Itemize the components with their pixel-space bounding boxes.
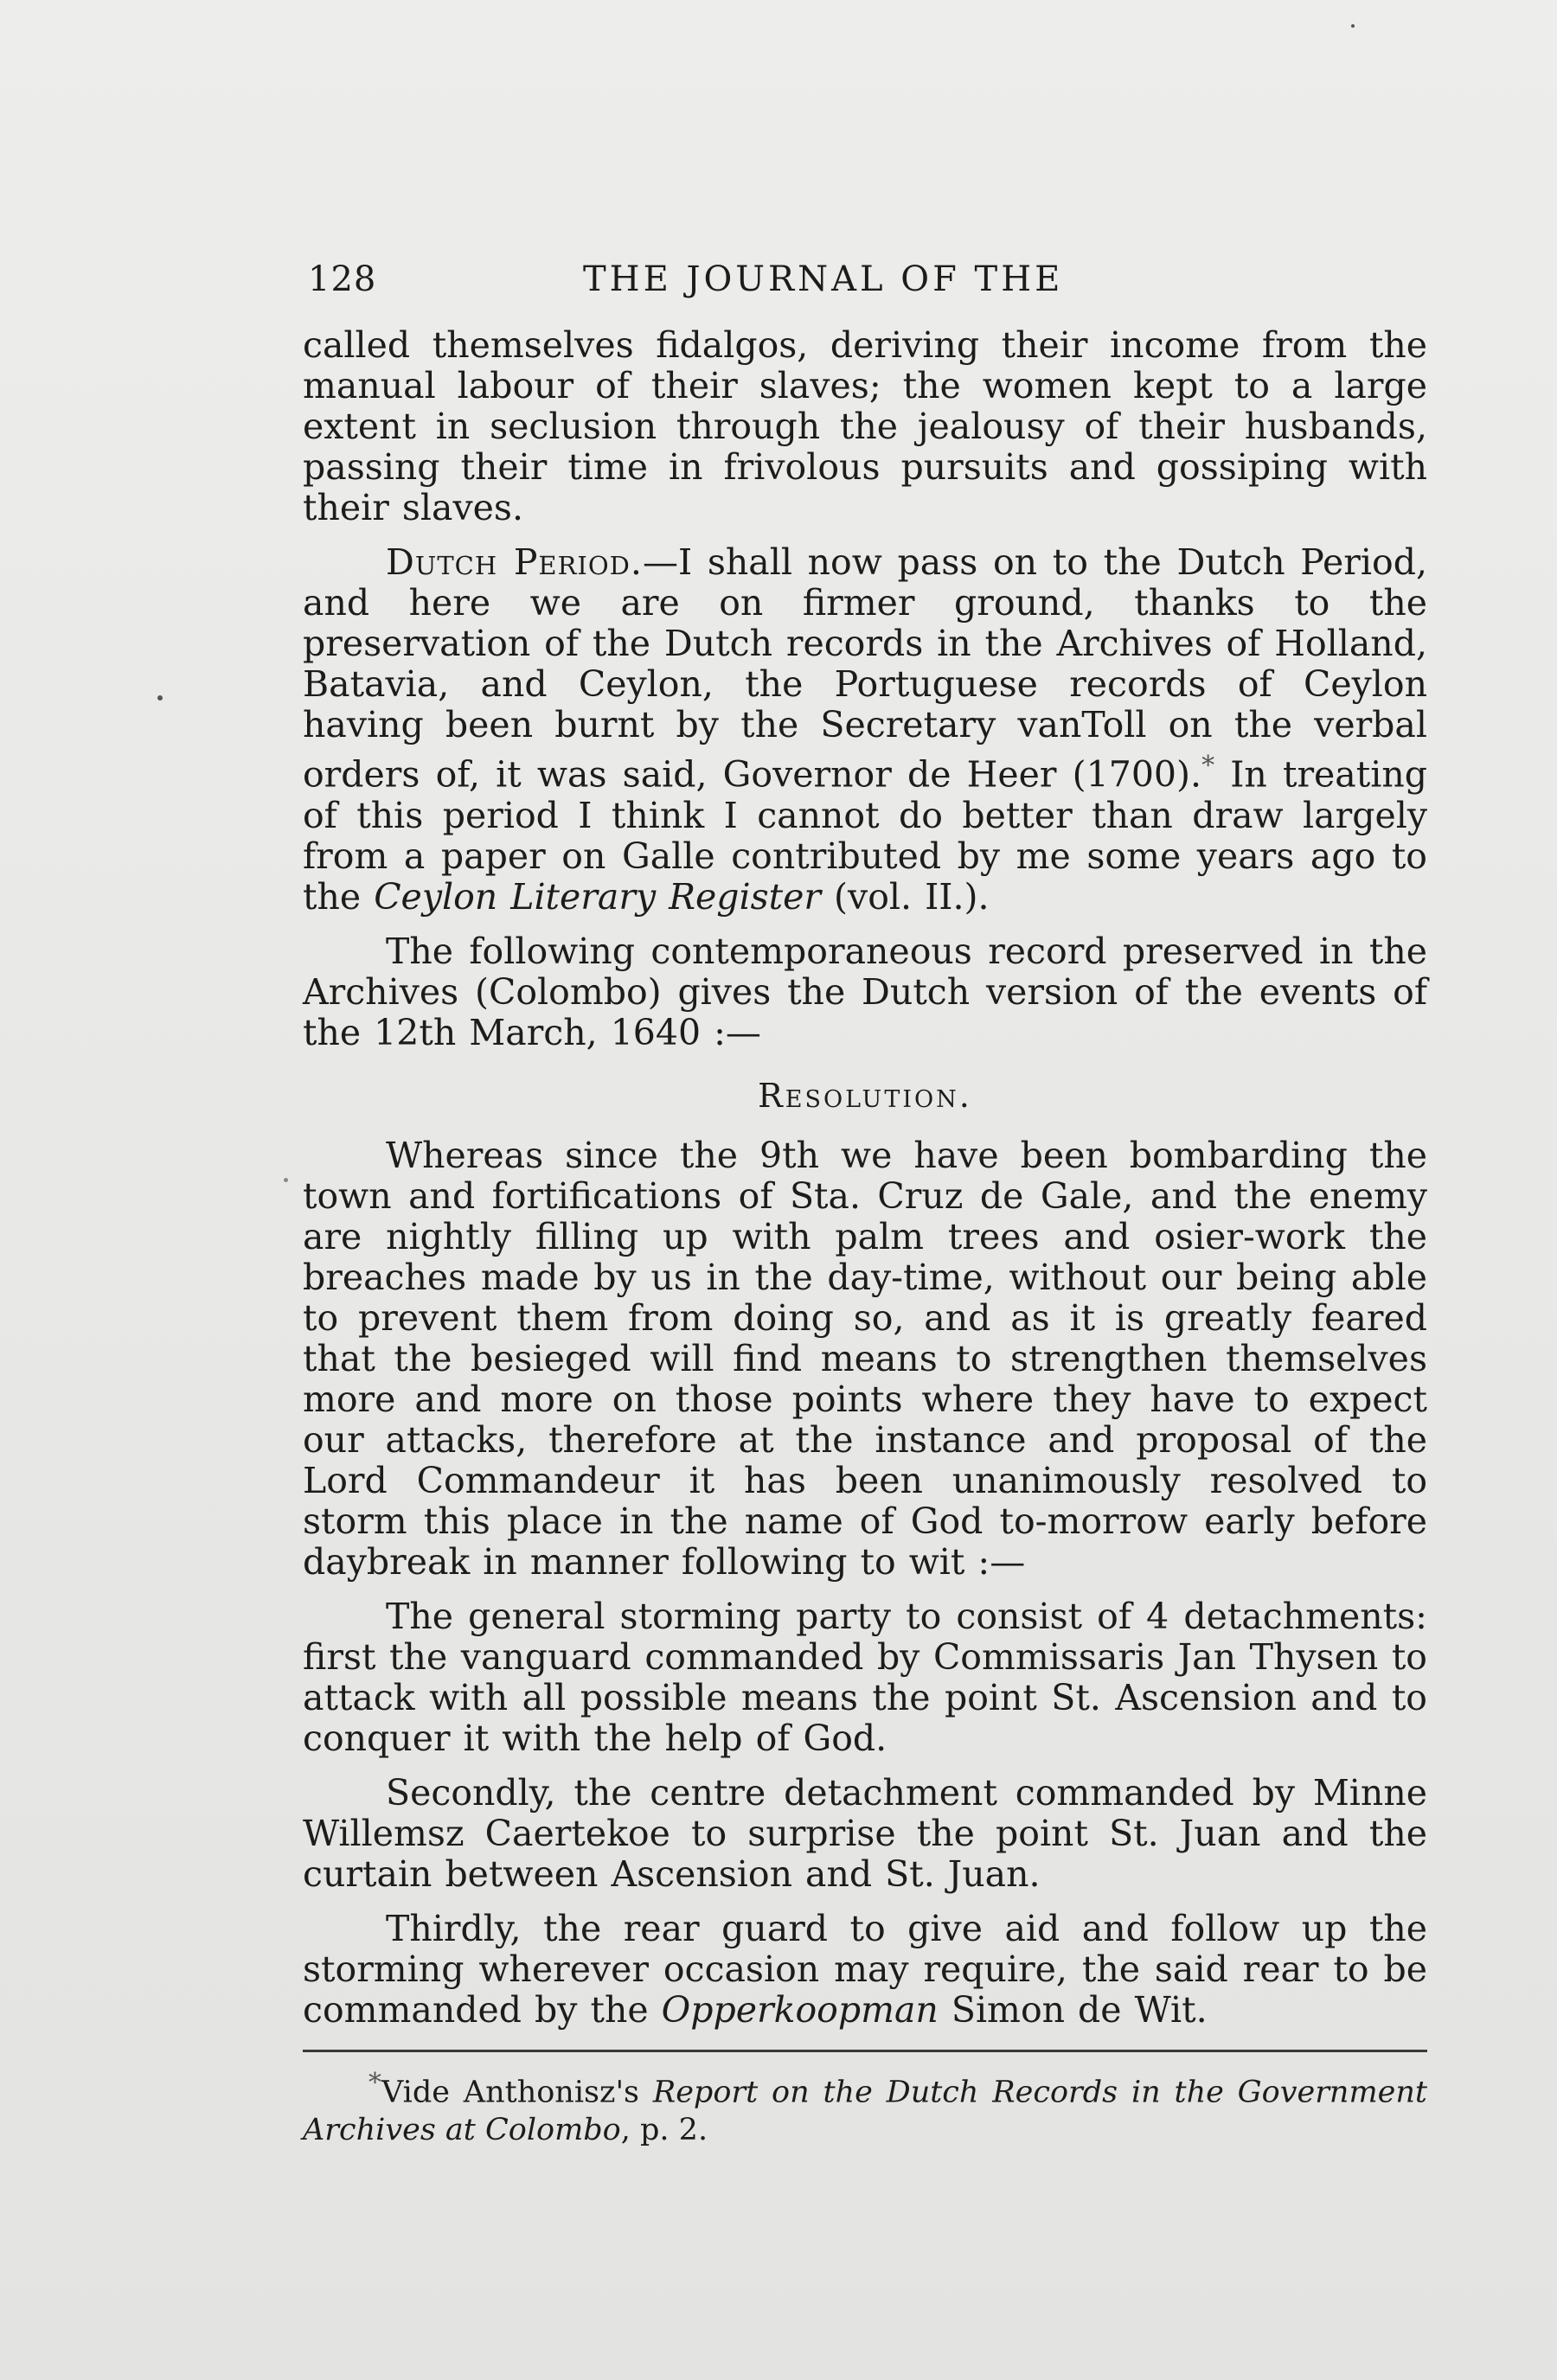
section-lead-dutch-period: Dutch Period. [386, 541, 643, 583]
paragraph-text: In treating of this period I think I cannot do better than draw largely from a paper on Galle contributed by me some years ago to the [303, 753, 1427, 918]
footnote-text: Vide Anthonisz's [381, 2075, 653, 2110]
ink-speck [157, 695, 163, 701]
footnote-marker: * [1201, 751, 1215, 781]
paragraph-text: Simon de Wit. [938, 1988, 1208, 2031]
page-number: 128 [308, 259, 377, 299]
footnote-italic-title: Report on the Dutch Records in the Government Archives at Colombo [303, 2075, 1427, 2148]
section-heading-resolution: Resolution. [758, 1076, 972, 1115]
paragraph-secondly: Secondly, the centre detachment commanded by Minne Willemsz Caertekoe to surprise the point St. Juan and the curtain between Ascension and St. Juan. [303, 1771, 1427, 1895]
italic-term-opperkoopman: Opperkoopman [661, 1988, 939, 2031]
italic-title-ceylon-literary-register: Ceylon Literary Register [374, 875, 822, 918]
paragraph-text: (vol. II.). [821, 875, 990, 918]
paragraph-thirdly [303, 1909, 1427, 2031]
footnote-text: , p. 2. [620, 2113, 708, 2148]
paragraph-fidalgos: called themselves fidalgos, deriving their income from the manual labour of their slaves; the women kept to a large extent in seclusion through the jealousy of their husbands, passing their time in frivolous pursuits and gossiping with their slaves. [303, 324, 1427, 528]
paragraph-storming-party: The general storming party to consist of 4 detachments: first the vanguard commanded by Commissaris Jan Thysen to attack with all possible means the point St. Ascension and to conquer it with the help of God. [303, 1595, 1427, 1759]
running-head-title: THE JOURNAL OF THE [583, 259, 1064, 299]
running-head [303, 259, 1427, 315]
paragraph-whereas: Whereas since the 9th we have been bombarding the town and fortifications of Sta. Cruz de Gale, and the enemy are nightly filling up with palm trees and osier-work the breaches made by us in the day-time, without our being able to prevent them from doing so, and as it is greatly feared that the besieged will find means to strengthen themselves more and more on those points where they have to expect our attacks, therefore at the instance and proposal of the Lord Commandeur it has been unanimously resolved to storm this place in the name of God to-morrow early before daybreak in manner following to wit :— [303, 1134, 1427, 1583]
ink-speck [1351, 24, 1355, 28]
paragraph-dutch-period [303, 542, 1427, 918]
footnote [303, 2064, 1427, 2150]
footnote-marker: * [368, 2067, 381, 2098]
paragraph-text: Thirdly, the rear guard to give aid and follow up the storming wherever occasion may require, the said rear to be commanded by the [303, 1907, 1427, 2031]
paragraph-contemporaneous-record: The following contemporaneous record preserved in the Archives (Colombo) gives the Dutch version of the events of the 12th March, 1640 :— [303, 930, 1427, 1053]
page-text-block [303, 259, 1427, 2149]
footnote-divider [303, 2050, 1427, 2052]
ink-speck [284, 1178, 288, 1182]
paragraph-text: —I shall now pass on to the Dutch Period, and here we are on firmer ground, thanks to the preservation of the Dutch records in the Archives of Holland, Batavia, and Ceylon, the Portuguese records of Ceylon having been burnt by the Secretary vanToll on the verbal orders of, it was said, Governor de Heer (1700). [303, 541, 1427, 796]
